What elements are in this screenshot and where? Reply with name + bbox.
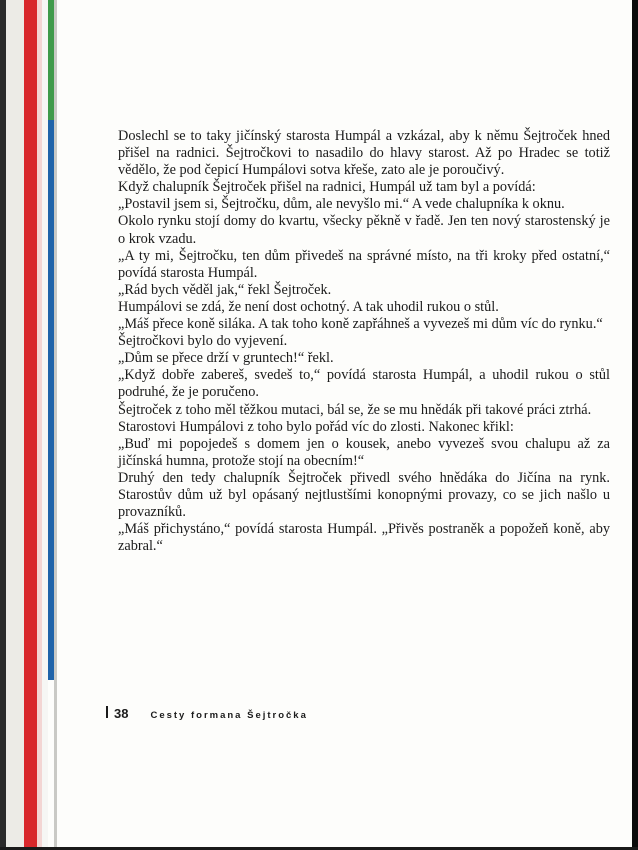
paragraph: Doslechl se to taky jičínský starosta Humpál a vzkázal, aby k němu Šejtroček hned přišel na radnici. Šejtročkovi to nasadilo do hlavy starost. Až po Hradec se totiž vědělo, že pod čepicí Humpálovi sotva křeše, zato ale je poroučivý. xyxy=(118,128,610,179)
paragraph: „Máš přichystáno,“ povídá starosta Humpál. „Přivěs postraněk a popožeň koně, aby zabral.“ xyxy=(118,521,610,555)
paragraph: Když chalupník Šejtroček přišel na radnici, Humpál už tam byl a povídá: xyxy=(118,179,536,196)
paragraph: „Rád bych věděl jak,“ řekl Šejtroček. xyxy=(118,281,332,298)
running-title: Cesty formana Šejtročka xyxy=(150,710,308,721)
paragraph: Starostovi Humpálovi z toho bylo pořád víc do zlosti. Nakonec křikl: xyxy=(118,418,514,435)
page-edge-gray xyxy=(54,0,57,850)
paragraph: Druhý den tedy chalupník Šejtroček přivedl svého hnědáka do Jičína na rynk. Starostův dům už byl opásaný nejtlustšími konopnými provazy, co se jich našlo u provazníků. xyxy=(118,469,610,521)
paragraph: Humpálovi se zdá, že není dost ochotný. A tak uhodil rukou o stůl. xyxy=(118,298,499,315)
paragraph: „Máš přece koně siláka. A tak toho koně zapřáhneš a vyvezeš mi dům víc do rynku.“ xyxy=(118,316,603,333)
book-edge-light xyxy=(6,0,24,850)
paragraph: „Když dobře zabereš, svedeš to,“ povídá starosta Humpál, a uhodil rukou o stůl podruhé, že je poručeno. xyxy=(118,367,610,401)
page-footer xyxy=(106,706,308,721)
page-edge-red xyxy=(24,0,37,850)
scan-right-edge xyxy=(632,0,638,850)
paragraph: „Postavil jsem si, Šejtročku, dům, ale nevyšlo mi.“ A vede chalupníka k oknu. xyxy=(118,196,565,213)
paragraph: „A ty mi, Šejtročku, ten dům přivedeš na správné místo, na tři kroky před ostatní,“ povídá starosta Humpál. xyxy=(118,247,610,281)
paragraph: Šejtročkovi bylo do vyjevení. xyxy=(118,333,288,350)
paragraph: „Buď mi popojedeš s domem jen o kousek, anebo vyvezeš svou chalupu až za jičínská humna, protože stojí na obecním!“ xyxy=(118,435,610,469)
paragraph: Okolo rynku stojí domy do kvartu, všecky pěkně v řadě. Jen ten nový starostenský je o krok vzadu. xyxy=(118,213,610,247)
paragraph: Šejtroček z toho měl těžkou mutaci, bál se, že se mu hnědák při takové práci ztrhá. xyxy=(118,401,592,418)
page-body xyxy=(118,128,610,555)
page-number-rule xyxy=(106,706,108,718)
paragraph: „Dům se přece drží v gruntech!“ řekl. xyxy=(118,350,334,367)
page-number: 38 xyxy=(114,706,129,721)
